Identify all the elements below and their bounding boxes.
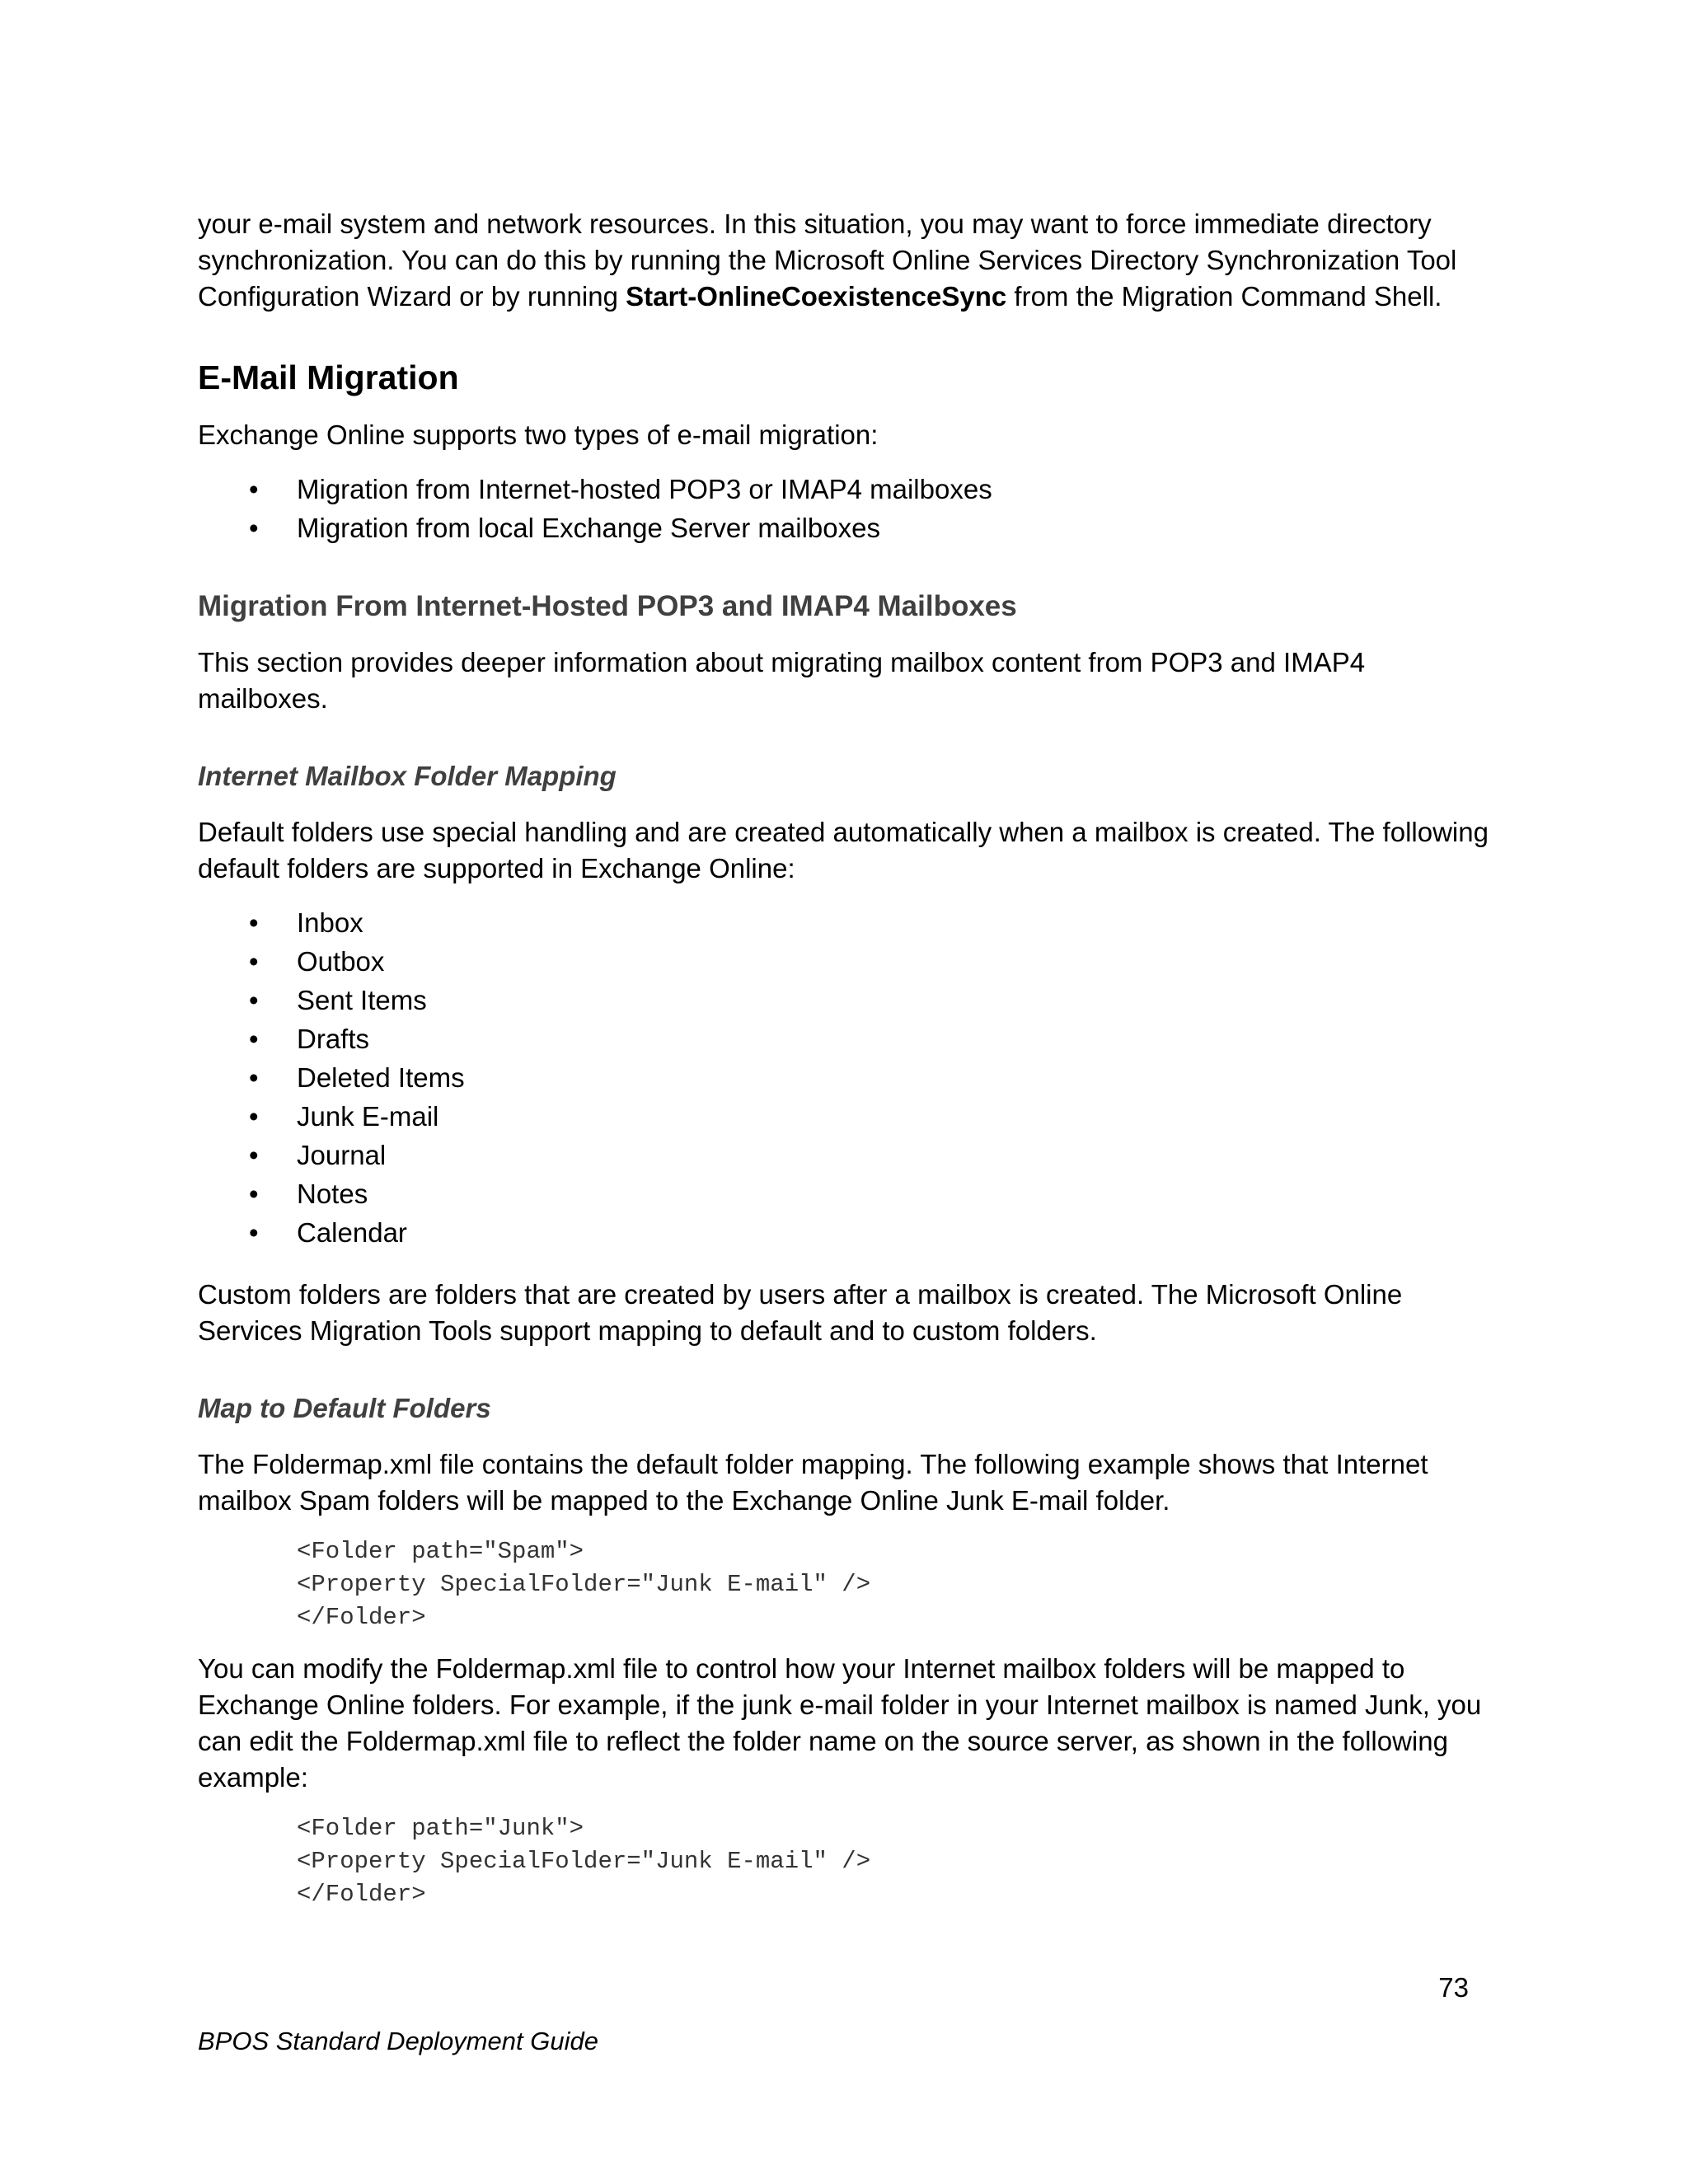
- list-item-text: Outbox: [297, 946, 385, 977]
- email-migration-heading: E-Mail Migration: [198, 359, 459, 396]
- page-content: [198, 206, 1492, 1911]
- bullet-icon: •: [249, 1140, 259, 1170]
- foldermap-lead: The Foldermap.xml file contains the default folder mapping. The following example shows that Internet mailbox Spam folders will be mapped to the Exchange Online Junk E-mail folder.: [198, 1449, 1428, 1516]
- modify-foldermap-paragraph: You can modify the Foldermap.xml file to control how your Internet mailbox folders will be mapped to Exchange Online folders. For example, if the junk e-mail folder in your Internet mailbox is named Junk, you can edit the Foldermap.xml file to reflect the folder name on the source server, as shown in the following example:: [198, 1653, 1482, 1793]
- list-item: [198, 470, 1492, 509]
- pop3-imap4-heading: Migration From Internet-Hosted POP3 and IMAP4 Mailboxes: [198, 590, 1017, 622]
- bullet-icon: •: [249, 985, 259, 1015]
- email-migration-lead: Exchange Online supports two types of e-mail migration:: [198, 419, 879, 450]
- list-item-text: Calendar: [297, 1217, 407, 1248]
- code-example-junk: <Folder path="Junk"> <Property SpecialFolder="Junk E-mail" /> </Folder>: [297, 1815, 871, 1908]
- list-item: [198, 1213, 1492, 1252]
- list-item-text: Inbox: [297, 907, 363, 938]
- list-item-text: Migration from local Exchange Server mailboxes: [297, 513, 880, 543]
- custom-folders-paragraph: Custom folders are folders that are created by users after a mailbox is created. The Microsoft Online Services Migration Tools support mapping to default and to custom folders.: [198, 1279, 1403, 1346]
- list-item: [198, 509, 1492, 547]
- list-item: [198, 1097, 1492, 1136]
- folder-mapping-lead: Default folders use special handling and are created automatically when a mailbox is created. The following default folders are supported in Exchange Online:: [198, 817, 1489, 883]
- list-item-text: Sent Items: [297, 985, 427, 1015]
- code-example-spam: <Folder path="Spam"> <Property SpecialFolder="Junk E-mail" /> </Folder>: [297, 1538, 871, 1631]
- list-item-text: Notes: [297, 1179, 368, 1209]
- list-item-text: Drafts: [297, 1024, 370, 1054]
- list-item: [198, 942, 1492, 981]
- list-item: [198, 1136, 1492, 1174]
- bullet-icon: •: [249, 1024, 259, 1054]
- intro-command: Start-OnlineCoexistenceSync: [626, 281, 1007, 312]
- list-item: [198, 1174, 1492, 1213]
- pop3-imap4-lead: This section provides deeper information about migrating mailbox content from POP3 and IMAP4 mailboxes.: [198, 647, 1366, 714]
- footer-title: BPOS Standard Deployment Guide: [198, 2027, 598, 2055]
- page-number: 73: [1438, 1972, 1469, 2003]
- migration-types-list: [198, 470, 1492, 547]
- list-item: [198, 903, 1492, 942]
- bullet-icon: •: [249, 907, 259, 938]
- list-item: [198, 1019, 1492, 1058]
- intro-text-before: your e-mail system and network resources. In this situation, you may want to force immediate directory synchronization. You can do this by running the Microsoft Online Services Directory Synchronization Tool Configuration Wizard or by running: [198, 209, 1457, 312]
- default-folders-list: [198, 903, 1492, 1252]
- bullet-icon: •: [249, 474, 259, 504]
- list-item: [198, 981, 1492, 1019]
- default-folders-heading: Map to Default Folders: [198, 1393, 491, 1423]
- bullet-icon: •: [249, 946, 259, 977]
- list-item-text: Migration from Internet-hosted POP3 or IMAP4 mailboxes: [297, 474, 992, 504]
- list-item: [198, 1058, 1492, 1097]
- bullet-icon: •: [249, 1101, 259, 1132]
- bullet-icon: •: [249, 513, 259, 543]
- bullet-icon: •: [249, 1217, 259, 1248]
- intro-text-after: from the Migration Command Shell.: [1006, 281, 1442, 312]
- bullet-icon: •: [249, 1062, 259, 1093]
- bullet-icon: •: [249, 1179, 259, 1209]
- list-item-text: Junk E-mail: [297, 1101, 439, 1132]
- list-item-text: Deleted Items: [297, 1062, 465, 1093]
- list-item-text: Journal: [297, 1140, 387, 1170]
- folder-mapping-heading: Internet Mailbox Folder Mapping: [198, 761, 617, 791]
- intro-paragraph: [198, 206, 1492, 315]
